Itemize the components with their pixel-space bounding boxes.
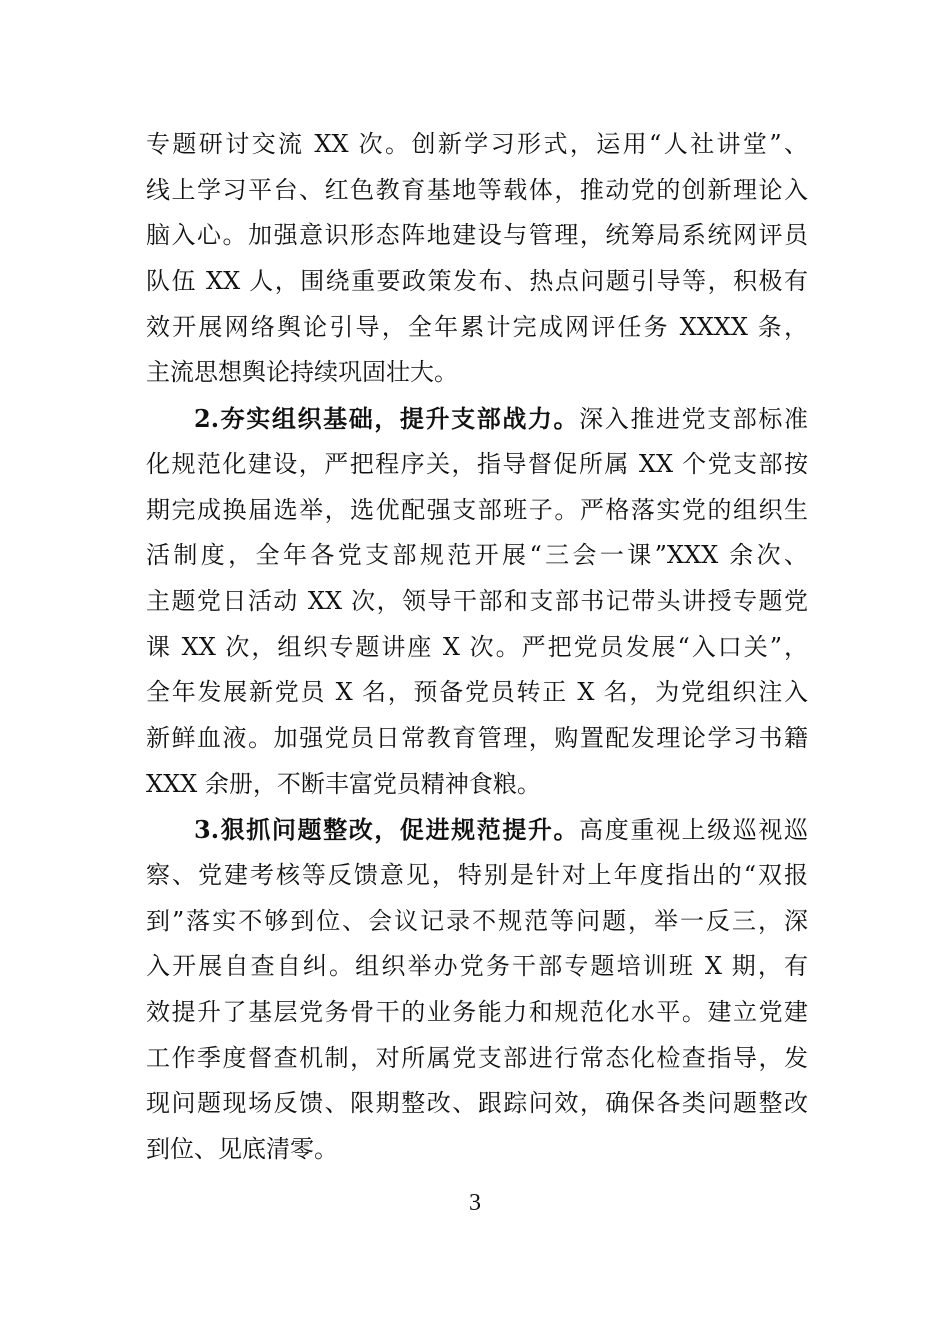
text-line: 入开展自查自纠。组织举办党务干部专题培训班 X 期，有 (146, 952, 808, 981)
text-line: 脑入心。加强意识形态阵地建设与管理，统筹局系统网评员 (146, 221, 808, 250)
text-run: 深入推进党支部标准 (579, 405, 808, 434)
section-heading: 2.夯实组织基础，提升支部战力。 (194, 404, 580, 434)
text-line: 效开展网络舆论引导，全年累计完成网评任务 XXXX 条， (146, 312, 808, 341)
section-heading: 3.狠抓问题整改，促进规范提升。 (194, 815, 580, 845)
text-line (146, 396, 808, 442)
page-number: 3 (469, 1190, 481, 1216)
text-line: 专题研讨交流 XX 次。创新学习形式，运用“人社讲堂”、 (146, 130, 808, 158)
text-line: 工作季度督查机制，对所属党支部进行常态化检查指导，发 (146, 1043, 808, 1072)
paragraph-3 (146, 807, 808, 1173)
text-line (146, 807, 808, 853)
text-line: 主流思想舆论持续巩固壮大。 (146, 358, 458, 387)
text-line: 主题党日活动 XX 次，领导干部和支部书记带头讲授专题党 (146, 586, 808, 615)
text-line: 新鲜血液。加强党员日常教育管理，购置配发理论学习书籍 (146, 723, 808, 752)
text-line: 现问题现场反馈、限期整改、跟踪问效，确保各类问题整改 (146, 1089, 808, 1118)
text-line: 化规范化建设，严把程序关，指导督促所属 XX 个党支部按 (146, 449, 808, 478)
paragraph-2 (146, 396, 808, 807)
text-line: 察、党建考核等反馈意见，特别是针对上年度指出的“双报 (146, 861, 808, 889)
body-text (146, 122, 808, 1173)
text-line: XXX 余册，不断丰富党员精神食粮。 (146, 769, 541, 798)
text-line: 全年发展新党员 X 名，预备党员转正 X 名，为党组织注入 (146, 678, 808, 707)
paragraph-1 (146, 122, 808, 396)
text-line: 到”落实不够到位、会议记录不规范等问题，举一反三，深 (146, 906, 808, 935)
text-line: 活制度，全年各党支部规范开展“三会一课”XXX 余次、 (146, 541, 808, 570)
text-line: 线上学习平台、红色教育基地等载体，推动党的创新理论入 (146, 175, 808, 204)
text-line: 课 XX 次，组织专题讲座 X 次。严把党员发展“入口关”， (146, 632, 808, 661)
text-run: 高度重视上级巡视巡 (579, 816, 808, 845)
text-line: 队伍 XX 人，围绕重要政策发布、热点问题引导等，积极有 (146, 267, 808, 296)
text-line: 到位、见底清零。 (146, 1135, 338, 1164)
text-line: 期完成换届选举，选优配强支部班子。严格落实党的组织生 (146, 495, 808, 524)
text-line: 效提升了基层党务骨干的业务能力和规范化水平。建立党建 (146, 998, 808, 1027)
